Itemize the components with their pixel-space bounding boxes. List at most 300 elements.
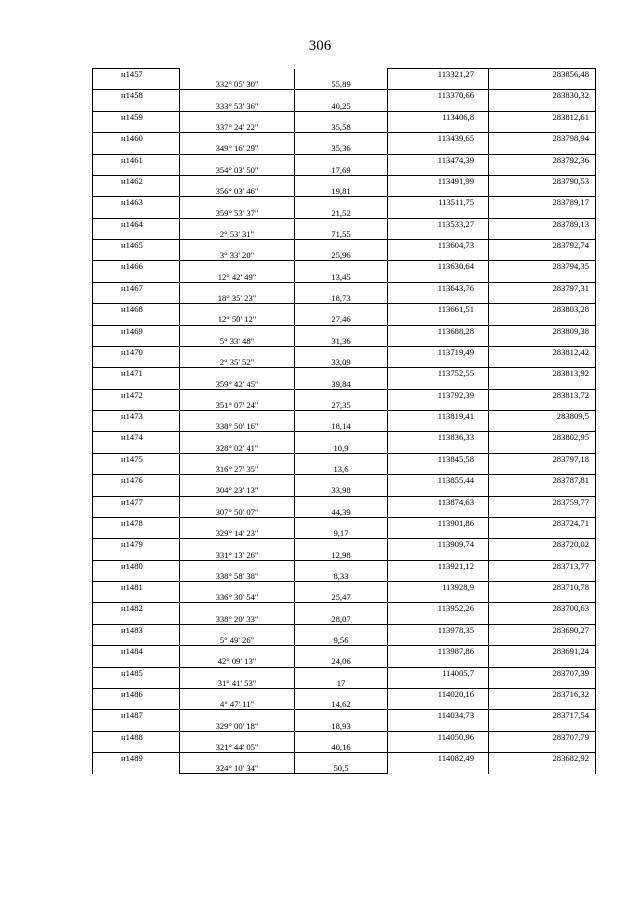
y-coordinate: 283813,72 xyxy=(489,389,596,400)
empty-cell xyxy=(295,646,388,657)
empty-cell xyxy=(93,229,180,240)
empty-cell xyxy=(93,763,180,774)
empty-cell xyxy=(388,314,489,325)
x-coordinate: 113491,99 xyxy=(388,175,489,186)
distance: 25,47 xyxy=(295,592,388,603)
empty-cell xyxy=(93,101,180,112)
point-name: н1461 xyxy=(93,154,180,165)
empty-cell xyxy=(180,688,295,699)
point-name: н1469 xyxy=(93,325,180,336)
coordinates-table xyxy=(92,68,596,774)
table-row xyxy=(93,122,596,133)
table-row xyxy=(93,528,596,539)
empty-cell xyxy=(388,464,489,475)
table-row xyxy=(93,346,596,357)
empty-cell xyxy=(180,453,295,464)
direction-angle: 12° 42' 49" xyxy=(180,272,295,283)
empty-cell xyxy=(388,571,489,582)
empty-cell xyxy=(180,90,295,101)
empty-cell xyxy=(489,742,596,753)
empty-cell xyxy=(93,143,180,154)
point-name: н1476 xyxy=(93,475,180,486)
y-coordinate: 283707,79 xyxy=(489,731,596,742)
table-row xyxy=(93,154,596,165)
point-name: н1482 xyxy=(93,603,180,614)
table-row xyxy=(93,517,596,528)
table-row xyxy=(93,496,596,507)
empty-cell xyxy=(93,742,180,753)
distance: 13,45 xyxy=(295,272,388,283)
distance: 55,89 xyxy=(295,79,388,90)
distance: 25,96 xyxy=(295,250,388,261)
empty-cell xyxy=(388,656,489,667)
empty-cell xyxy=(489,336,596,347)
empty-cell xyxy=(180,218,295,229)
x-coordinate: 113909,74 xyxy=(388,539,489,550)
point-name: н1473 xyxy=(93,411,180,422)
empty-cell xyxy=(93,357,180,368)
empty-cell xyxy=(93,528,180,539)
empty-cell xyxy=(295,197,388,208)
table-row xyxy=(93,378,596,389)
empty-cell xyxy=(295,710,388,721)
point-name: н1471 xyxy=(93,368,180,379)
empty-cell xyxy=(489,464,596,475)
y-coordinate: 283809,5 xyxy=(489,411,596,422)
empty-cell xyxy=(295,539,388,550)
direction-angle: 329° 00' 18" xyxy=(180,720,295,731)
point-name: н1484 xyxy=(93,646,180,657)
empty-cell xyxy=(93,507,180,518)
y-coordinate: 283802,95 xyxy=(489,432,596,443)
empty-cell xyxy=(388,592,489,603)
table-row xyxy=(93,720,596,731)
y-coordinate: 283789,13 xyxy=(489,218,596,229)
empty-cell xyxy=(180,197,295,208)
x-coordinate: 113874,63 xyxy=(388,496,489,507)
empty-cell xyxy=(295,368,388,379)
empty-cell xyxy=(489,101,596,112)
x-coordinate: 113630,64 xyxy=(388,261,489,272)
empty-cell xyxy=(295,325,388,336)
point-name: н1466 xyxy=(93,261,180,272)
empty-cell xyxy=(489,314,596,325)
x-coordinate: 113661,51 xyxy=(388,304,489,315)
distance: 50,5 xyxy=(295,763,388,774)
empty-cell xyxy=(388,336,489,347)
table-row xyxy=(93,304,596,315)
x-coordinate: 113511,75 xyxy=(388,197,489,208)
table-row xyxy=(93,389,596,400)
empty-cell xyxy=(489,421,596,432)
y-coordinate: 283717,54 xyxy=(489,710,596,721)
x-coordinate: 113604,73 xyxy=(388,240,489,251)
distance: 12,98 xyxy=(295,549,388,560)
empty-cell xyxy=(93,614,180,625)
empty-cell xyxy=(180,389,295,400)
empty-cell xyxy=(388,421,489,432)
direction-angle: 356° 03' 46" xyxy=(180,186,295,197)
empty-cell xyxy=(180,560,295,571)
empty-cell xyxy=(295,517,388,528)
empty-cell xyxy=(388,122,489,133)
empty-cell xyxy=(93,336,180,347)
x-coordinate: 113901,86 xyxy=(388,517,489,528)
empty-cell xyxy=(388,720,489,731)
table-row xyxy=(93,325,596,336)
empty-cell xyxy=(93,656,180,667)
empty-cell xyxy=(388,207,489,218)
distance: 44,39 xyxy=(295,507,388,518)
table-row xyxy=(93,111,596,122)
empty-cell xyxy=(388,507,489,518)
point-name: н1487 xyxy=(93,710,180,721)
direction-angle: 331° 13' 26" xyxy=(180,549,295,560)
point-name: н1464 xyxy=(93,218,180,229)
distance: 18,14 xyxy=(295,421,388,432)
empty-cell xyxy=(180,304,295,315)
table-row xyxy=(93,453,596,464)
empty-cell xyxy=(180,582,295,593)
empty-cell xyxy=(295,475,388,486)
empty-cell xyxy=(93,571,180,582)
empty-cell xyxy=(388,378,489,389)
empty-cell xyxy=(180,154,295,165)
x-coordinate: 113533,27 xyxy=(388,218,489,229)
direction-angle: 18° 35' 23" xyxy=(180,293,295,304)
y-coordinate: 283856,48 xyxy=(489,69,596,80)
x-coordinate: 113370,66 xyxy=(388,90,489,101)
empty-cell xyxy=(180,261,295,272)
empty-cell xyxy=(180,133,295,144)
table-row xyxy=(93,742,596,753)
empty-cell xyxy=(388,549,489,560)
empty-cell xyxy=(388,250,489,261)
table-row xyxy=(93,656,596,667)
y-coordinate: 283797,18 xyxy=(489,453,596,464)
empty-cell xyxy=(180,432,295,443)
y-coordinate: 283789,17 xyxy=(489,197,596,208)
table-row xyxy=(93,582,596,593)
empty-cell xyxy=(180,325,295,336)
empty-cell xyxy=(93,421,180,432)
distance: 8,33 xyxy=(295,571,388,582)
empty-cell xyxy=(489,357,596,368)
empty-cell xyxy=(489,443,596,454)
x-coordinate: 113321,27 xyxy=(388,69,489,80)
empty-cell xyxy=(489,79,596,90)
empty-cell xyxy=(295,560,388,571)
point-name: н1483 xyxy=(93,624,180,635)
empty-cell xyxy=(295,111,388,122)
distance: 19,81 xyxy=(295,186,388,197)
x-coordinate: 113439,65 xyxy=(388,133,489,144)
y-coordinate: 283792,36 xyxy=(489,154,596,165)
empty-cell xyxy=(295,240,388,251)
empty-cell xyxy=(489,635,596,646)
table-row xyxy=(93,336,596,347)
table-row xyxy=(93,143,596,154)
distance: 21,52 xyxy=(295,207,388,218)
point-name: н1480 xyxy=(93,560,180,571)
empty-cell xyxy=(93,293,180,304)
empty-cell xyxy=(180,475,295,486)
x-coordinate: 113474,39 xyxy=(388,154,489,165)
empty-cell xyxy=(388,186,489,197)
coordinates-table-body xyxy=(93,69,596,774)
direction-angle: 5° 49' 26" xyxy=(180,635,295,646)
point-name: н1468 xyxy=(93,304,180,315)
empty-cell xyxy=(489,229,596,240)
distance: 13,6 xyxy=(295,464,388,475)
empty-cell xyxy=(489,592,596,603)
y-coordinate: 283813,92 xyxy=(489,368,596,379)
y-coordinate: 283809,38 xyxy=(489,325,596,336)
empty-cell xyxy=(93,592,180,603)
direction-angle: 2° 35' 52" xyxy=(180,357,295,368)
empty-cell xyxy=(93,207,180,218)
y-coordinate: 283794,35 xyxy=(489,261,596,272)
y-coordinate: 283716,32 xyxy=(489,688,596,699)
y-coordinate: 283710,78 xyxy=(489,582,596,593)
y-coordinate: 283724,71 xyxy=(489,517,596,528)
point-name: н1460 xyxy=(93,133,180,144)
direction-angle: 338° 20' 33" xyxy=(180,614,295,625)
x-coordinate: 113643,76 xyxy=(388,282,489,293)
distance: 10,9 xyxy=(295,443,388,454)
empty-cell xyxy=(295,133,388,144)
direction-angle: 12° 50' 12" xyxy=(180,314,295,325)
direction-angle: 332° 05' 30" xyxy=(180,79,295,90)
direction-angle: 351° 07' 24" xyxy=(180,400,295,411)
empty-cell xyxy=(489,699,596,710)
empty-cell xyxy=(489,656,596,667)
empty-cell xyxy=(93,443,180,454)
point-name: н1475 xyxy=(93,453,180,464)
empty-cell xyxy=(93,549,180,560)
distance: 17 xyxy=(295,678,388,689)
y-coordinate: 283700,63 xyxy=(489,603,596,614)
direction-angle: 349° 16' 29" xyxy=(180,143,295,154)
direction-angle: 304° 23' 13" xyxy=(180,485,295,496)
point-name: н1465 xyxy=(93,240,180,251)
empty-cell xyxy=(388,763,489,774)
empty-cell xyxy=(295,346,388,357)
empty-cell xyxy=(295,154,388,165)
x-coordinate: 114020,16 xyxy=(388,688,489,699)
empty-cell xyxy=(93,165,180,176)
point-name: н1477 xyxy=(93,496,180,507)
empty-cell xyxy=(388,742,489,753)
y-coordinate: 283691,24 xyxy=(489,646,596,657)
empty-cell xyxy=(93,378,180,389)
table-row xyxy=(93,400,596,411)
table-row xyxy=(93,710,596,721)
empty-cell xyxy=(295,603,388,614)
table-row xyxy=(93,475,596,486)
x-coordinate: 113688,28 xyxy=(388,325,489,336)
table-row xyxy=(93,699,596,710)
distance: 24,06 xyxy=(295,656,388,667)
empty-cell xyxy=(93,400,180,411)
table-row xyxy=(93,549,596,560)
x-coordinate: 113836,33 xyxy=(388,432,489,443)
empty-cell xyxy=(388,143,489,154)
y-coordinate: 283713,77 xyxy=(489,560,596,571)
point-name: н1457 xyxy=(93,69,180,80)
empty-cell xyxy=(93,635,180,646)
x-coordinate: 113952,26 xyxy=(388,603,489,614)
table-row xyxy=(93,186,596,197)
empty-cell xyxy=(489,614,596,625)
table-row xyxy=(93,101,596,112)
direction-angle: 2° 53' 31" xyxy=(180,229,295,240)
empty-cell xyxy=(489,272,596,283)
x-coordinate: 114005,7 xyxy=(388,667,489,678)
empty-cell xyxy=(180,646,295,657)
table-row xyxy=(93,485,596,496)
empty-cell xyxy=(180,710,295,721)
empty-cell xyxy=(93,464,180,475)
empty-cell xyxy=(295,667,388,678)
table-row xyxy=(93,603,596,614)
empty-cell xyxy=(388,699,489,710)
empty-cell xyxy=(295,90,388,101)
table-row xyxy=(93,635,596,646)
table-row xyxy=(93,165,596,176)
table-row xyxy=(93,411,596,422)
empty-cell xyxy=(180,539,295,550)
direction-angle: 316° 27' 35" xyxy=(180,464,295,475)
empty-cell xyxy=(93,122,180,133)
empty-cell xyxy=(295,218,388,229)
direction-angle: 338° 50' 16" xyxy=(180,421,295,432)
direction-angle: 359° 53' 37" xyxy=(180,207,295,218)
empty-cell xyxy=(180,282,295,293)
y-coordinate: 283803,28 xyxy=(489,304,596,315)
x-coordinate: 113855,44 xyxy=(388,475,489,486)
table-row xyxy=(93,272,596,283)
table-row xyxy=(93,90,596,101)
empty-cell xyxy=(295,175,388,186)
direction-angle: 336° 30' 54" xyxy=(180,592,295,603)
empty-cell xyxy=(93,678,180,689)
table-row xyxy=(93,731,596,742)
empty-cell xyxy=(295,582,388,593)
empty-cell xyxy=(388,293,489,304)
empty-cell xyxy=(388,229,489,240)
empty-cell xyxy=(489,293,596,304)
direction-angle: 329° 14' 23" xyxy=(180,528,295,539)
point-name: н1463 xyxy=(93,197,180,208)
direction-angle: 359° 42' 45" xyxy=(180,378,295,389)
empty-cell xyxy=(489,485,596,496)
distance: 28,07 xyxy=(295,614,388,625)
distance: 9,56 xyxy=(295,635,388,646)
empty-cell xyxy=(295,261,388,272)
empty-cell xyxy=(489,186,596,197)
empty-cell xyxy=(489,528,596,539)
table-row xyxy=(93,229,596,240)
direction-angle: 337° 24' 22" xyxy=(180,122,295,133)
table-row xyxy=(93,624,596,635)
point-name: н1486 xyxy=(93,688,180,699)
distance: 18,73 xyxy=(295,293,388,304)
point-name: н1478 xyxy=(93,517,180,528)
empty-cell xyxy=(180,667,295,678)
empty-cell xyxy=(93,272,180,283)
empty-cell xyxy=(180,240,295,251)
x-coordinate: 113928,9 xyxy=(388,582,489,593)
y-coordinate: 283690,27 xyxy=(489,624,596,635)
y-coordinate: 283798,94 xyxy=(489,133,596,144)
empty-cell xyxy=(489,250,596,261)
empty-cell xyxy=(180,368,295,379)
y-coordinate: 283720,02 xyxy=(489,539,596,550)
direction-angle: 321° 44' 05" xyxy=(180,742,295,753)
distance: 35,58 xyxy=(295,122,388,133)
direction-angle: 42° 09' 13" xyxy=(180,656,295,667)
empty-cell xyxy=(489,507,596,518)
x-coordinate: 113978,35 xyxy=(388,624,489,635)
point-name: н1470 xyxy=(93,346,180,357)
empty-cell xyxy=(295,432,388,443)
table-row xyxy=(93,678,596,689)
empty-cell xyxy=(180,624,295,635)
empty-cell xyxy=(93,186,180,197)
distance: 71,55 xyxy=(295,229,388,240)
table-row xyxy=(93,368,596,379)
empty-cell xyxy=(180,603,295,614)
distance: 40,16 xyxy=(295,742,388,753)
empty-cell xyxy=(388,678,489,689)
empty-cell xyxy=(489,720,596,731)
empty-cell xyxy=(295,624,388,635)
point-name: н1489 xyxy=(93,753,180,764)
x-coordinate: 113792,39 xyxy=(388,389,489,400)
distance: 27,35 xyxy=(295,400,388,411)
empty-cell xyxy=(180,753,295,764)
table-row xyxy=(93,753,596,764)
empty-cell xyxy=(489,122,596,133)
y-coordinate: 283790,53 xyxy=(489,175,596,186)
x-coordinate: 114082,49 xyxy=(388,753,489,764)
table-row xyxy=(93,207,596,218)
direction-angle: 328° 02' 41" xyxy=(180,443,295,454)
table-row xyxy=(93,688,596,699)
empty-cell xyxy=(489,678,596,689)
empty-cell xyxy=(93,314,180,325)
y-coordinate: 283682,92 xyxy=(489,753,596,764)
table-row xyxy=(93,357,596,368)
empty-cell xyxy=(489,207,596,218)
distance: 14,62 xyxy=(295,699,388,710)
table-row xyxy=(93,133,596,144)
y-coordinate: 283759,77 xyxy=(489,496,596,507)
y-coordinate: 283812,42 xyxy=(489,346,596,357)
x-coordinate: 113845,58 xyxy=(388,453,489,464)
empty-cell xyxy=(180,175,295,186)
point-name: н1459 xyxy=(93,111,180,122)
table-row xyxy=(93,667,596,678)
distance: 17,69 xyxy=(295,165,388,176)
empty-cell xyxy=(295,411,388,422)
empty-cell xyxy=(388,101,489,112)
empty-cell xyxy=(295,453,388,464)
empty-cell xyxy=(489,549,596,560)
empty-cell xyxy=(489,763,596,774)
distance: 9,17 xyxy=(295,528,388,539)
